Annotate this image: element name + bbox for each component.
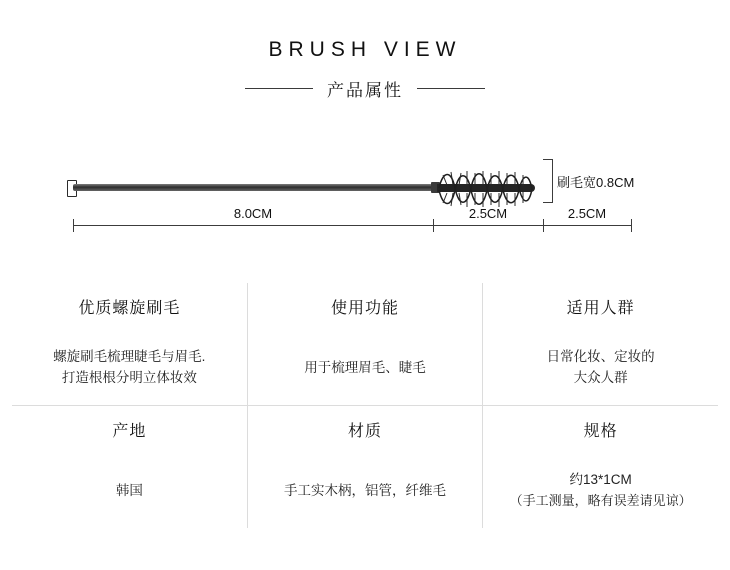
table-row-heads-2 xyxy=(12,406,718,453)
measurement-row xyxy=(65,206,665,226)
cell-text: 日常化妆、定妆的 xyxy=(546,349,655,364)
measure-line-mid xyxy=(433,225,543,226)
measure-line-handle xyxy=(73,225,433,226)
cell-text: 约13*1CM xyxy=(569,472,632,487)
tick-1 xyxy=(433,219,434,232)
measure-label-mid: 2.5CM xyxy=(468,206,508,221)
cell-text: 螺旋刷毛梳理睫毛与眉毛. xyxy=(53,349,206,364)
cell-origin xyxy=(12,452,247,528)
subtitle-row xyxy=(0,76,730,101)
tick-3 xyxy=(631,219,632,232)
head-quality-bristles: 优质螺旋刷毛 xyxy=(12,283,247,329)
divider-left xyxy=(245,88,313,89)
measure-label-handle: 8.0CM xyxy=(233,206,273,221)
bristle-width-bracket xyxy=(543,159,553,203)
cell-audience xyxy=(483,329,718,406)
cell-text: 手工实木柄，铝管，纤维毛 xyxy=(283,482,446,498)
head-function: 使用功能 xyxy=(247,283,483,329)
measure-line-bristle xyxy=(543,225,631,226)
cell-text: 打造根根分明立体妆效 xyxy=(61,370,197,385)
cell-text: 用于梳理眉毛、睫毛 xyxy=(304,359,426,375)
page-header xyxy=(0,0,730,101)
cell-text: 韩国 xyxy=(115,482,143,498)
table-row-body-2 xyxy=(12,452,718,528)
page-title-en: BRUSH VIEW xyxy=(268,38,462,61)
brush-handle-icon xyxy=(73,184,433,191)
cell-material xyxy=(247,452,483,528)
head-spec: 规格 xyxy=(583,422,618,440)
attribute-table xyxy=(12,283,718,528)
tick-2 xyxy=(543,219,544,232)
cell-quality-bristles xyxy=(12,329,247,406)
divider-right xyxy=(417,88,485,89)
tick-0 xyxy=(73,219,74,232)
head-material: 材质 xyxy=(247,406,483,453)
cell-spec xyxy=(483,452,718,528)
head-origin: 产地 xyxy=(12,406,247,453)
bristle-width-label: 刷毛宽0.8CM xyxy=(557,175,635,190)
page-title-cn: 产品属性 xyxy=(327,81,403,100)
head-audience: 适用人群 xyxy=(566,299,635,317)
cell-function xyxy=(247,329,483,406)
table-row-heads-1 xyxy=(12,283,718,329)
cell-text-note: （手工测量，略有误差请见谅） xyxy=(509,493,692,508)
measure-label-bristle: 2.5CM xyxy=(567,206,607,221)
table-row-body-1 xyxy=(12,329,718,406)
cell-text: 大众人群 xyxy=(573,370,628,385)
brush-diagram xyxy=(65,137,665,247)
